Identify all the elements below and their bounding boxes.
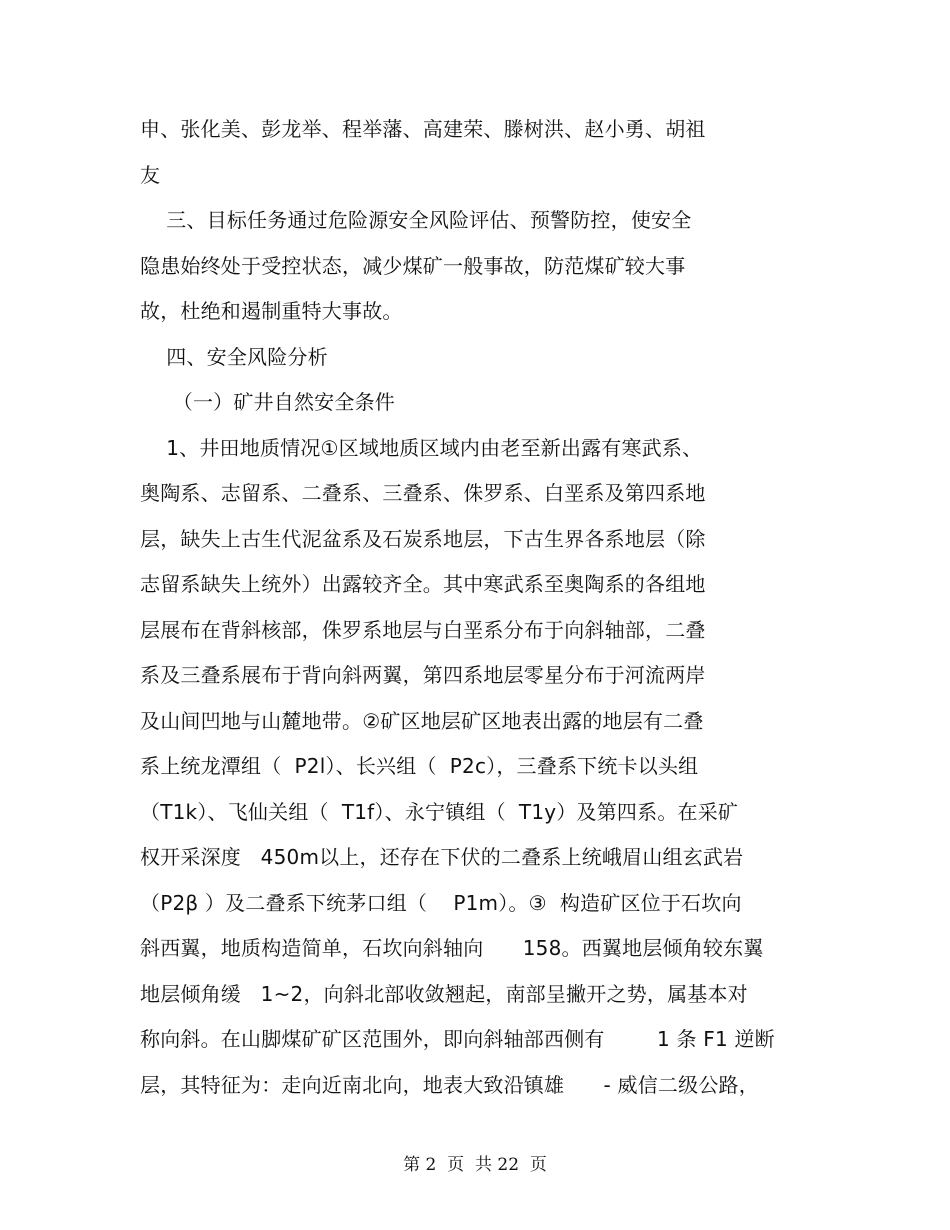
text-line: 权开采深度 450m以上，还存在下伏的二叠系上统峨眉山组玄武岩 — [140, 845, 744, 869]
subsection-heading: （一）矿井自然安全条件 — [140, 390, 395, 414]
text-line: 层，缺失上古生代泥盆系及石炭系地层，下古生界各系地层（除 — [140, 527, 706, 551]
text-line: 奥陶系、志留系、二叠系、三叠系、侏罗系、白垩系及第四系地 — [140, 481, 706, 505]
text-line: 系上统龙潭组（ P2l）、长兴组（ P2c），三叠系下统卡以头组 — [140, 754, 699, 778]
text-line: 地层倾角缓 1~2，向斜北部收敛翘起，南部呈撇开之势，属基本对 — [140, 982, 748, 1006]
page-footer-number: 第 2 页 共 22 页 — [403, 1155, 547, 1175]
text-line: 志留系缺失上统外）出露较齐全。其中寒武系至奥陶系的各组地 — [140, 572, 706, 596]
text-line: 故，杜绝和遏制重特大事故。 — [140, 299, 403, 323]
text-line: 层展布在背斜核部，侏罗系地层与白垩系分布于向斜轴部，二叠 — [140, 618, 706, 642]
text-line: 层，其特征为：走向近南北向，地表大致沿镇雄 - 威信二级公路， — [140, 1073, 759, 1097]
text-line: 三、目标任务通过危险源安全风险评估、预警防控，使安全 — [140, 208, 692, 232]
text-line: 系及三叠系展布于背向斜两翼，第四系地层零星分布于河流两岸 — [140, 663, 706, 687]
text-line: 斜西翼，地质构造简单，石坎向斜轴向 158。西翼地层倾角较东翼 — [140, 936, 764, 960]
text-line: 1、井田地质情况①区域地质区域内由老至新出露有寒武系、 — [140, 436, 703, 460]
text-line: （P2β ）及二叠系下统茅口组（ P1m）。③ 构造矿区位于石坎向 — [140, 891, 742, 915]
text-line: 及山间凹地与山麓地带。②矿区地层矿区地表出露的地层有二叠 — [140, 709, 704, 733]
text-line: 称向斜。在山脚煤矿矿区范围外，即向斜轴部西侧有 1 条 F1 逆断 — [140, 1027, 775, 1051]
text-line: （T1k）、飞仙关组（ T1f）、永宁镇组（ T1y）及第四系。在采矿 — [140, 800, 739, 824]
text-line: 友 — [140, 163, 161, 187]
section-heading: 四、安全风险分析 — [140, 345, 328, 369]
text-line: 隐患始终处于受控状态，减少煤矿一般事故，防范煤矿较大事 — [140, 254, 686, 278]
text-line: 申、张化美、彭龙举、程举藩、高建荣、滕树洪、赵小勇、胡祖 — [140, 117, 706, 141]
